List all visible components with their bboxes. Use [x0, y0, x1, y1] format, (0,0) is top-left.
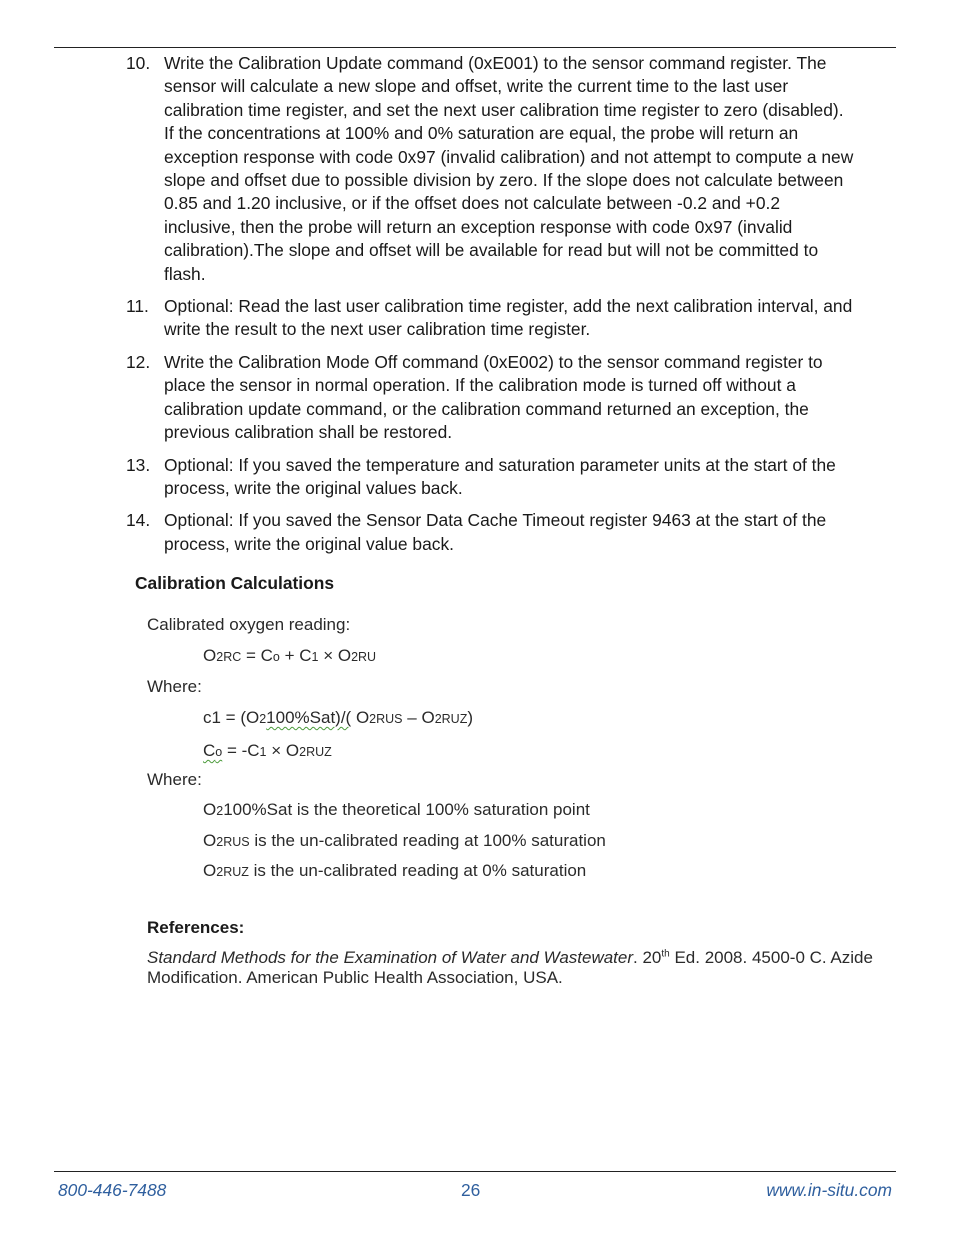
definition-sat100: O2100%Sat is the theoretical 100% saturation point: [203, 800, 590, 819]
step-text: Optional: If you saved the temperature and saturation parameter units at the start of the process, write the original values back.: [164, 454, 836, 498]
definition-rus: O2RUS is the un-calibrated reading at 100% saturation: [203, 831, 606, 850]
page-number: 26: [461, 1180, 481, 1200]
footer-url[interactable]: www.in-situ.com: [766, 1180, 892, 1200]
step-text: Write the Calibration Mode Off command (0xE002) to the sensor command register to place the sensor in normal operation. If the calibration mode is turned off without a calibration update command, or the calibration command returned an exception, the previous calibration shall be restored.: [164, 351, 823, 443]
where-label: Where:: [147, 770, 202, 789]
references-body: Standard Methods for the Examination of Water and Wastewater. 20th Ed. 2008. 4500-0 C. Azide Modification. American Public Health Association, USA.: [147, 948, 873, 987]
step-12: [126, 351, 856, 445]
step-number: 14.: [126, 510, 151, 531]
step-number: 11.: [126, 296, 149, 317]
step-10: [126, 52, 856, 286]
step-13: [126, 454, 856, 501]
formula-main: O2RC = Co + C1 × O2RU: [203, 646, 377, 665]
step-text: Optional: If you saved the Sensor Data Cache Timeout register 9463 at the start of the process, write the original value back.: [164, 510, 827, 554]
footer-phone: 800-446-7488: [58, 1180, 167, 1200]
step-number: 10.: [126, 53, 151, 73]
step-text: Optional: Read the last user calibration time register, add the next calibration interval, and write the result to the next user calibration time register.: [164, 296, 853, 340]
reference-italic: Standard Methods for the Examination of Water and Wastewater: [147, 948, 634, 967]
where-label: Where:: [147, 677, 202, 696]
formula-intro: Calibrated oxygen reading:: [147, 615, 351, 634]
step-number: 12.: [126, 351, 151, 372]
step-11: [126, 295, 856, 342]
footer-rule: [54, 1171, 896, 1172]
step-14: [126, 509, 856, 556]
header-rule: [54, 47, 896, 48]
section-heading: Calibration Calculations: [135, 573, 335, 593]
formula-offset: Co = -C1 × O2RUZ: [203, 741, 332, 760]
procedure-steps: [126, 52, 856, 565]
references-title: References:: [147, 918, 245, 937]
formula-slope: c1 = (O2100%Sat)/( O2RUS – O2RUZ): [203, 708, 474, 727]
definition-ruz: O2RUZ is the un-calibrated reading at 0% saturation: [203, 861, 587, 880]
step-number: 13.: [126, 454, 151, 475]
step-text: Write the Calibration Update command (0xE001) to the sensor command register. The sensor will calculate a new slope and offset, write the current time to the last user calibration time register, and set the next user calibration time register to zero (disabled). If the concentrations at 100% and 0% saturation are equal, the probe will return an exception response with code 0x97 (invalid calibration) and not attempt to compute a new slope and offset due to possible division by zero. If the slope does not calculate between 0.85 and 1.20 inclusive, or if the offset does not calculate between -0.2 and +0.2 inclusive, then the probe will return an exception response with code 0x97 (invalid calibration).The slope and offset will be available for read but will not be committed to flash.: [164, 53, 854, 284]
